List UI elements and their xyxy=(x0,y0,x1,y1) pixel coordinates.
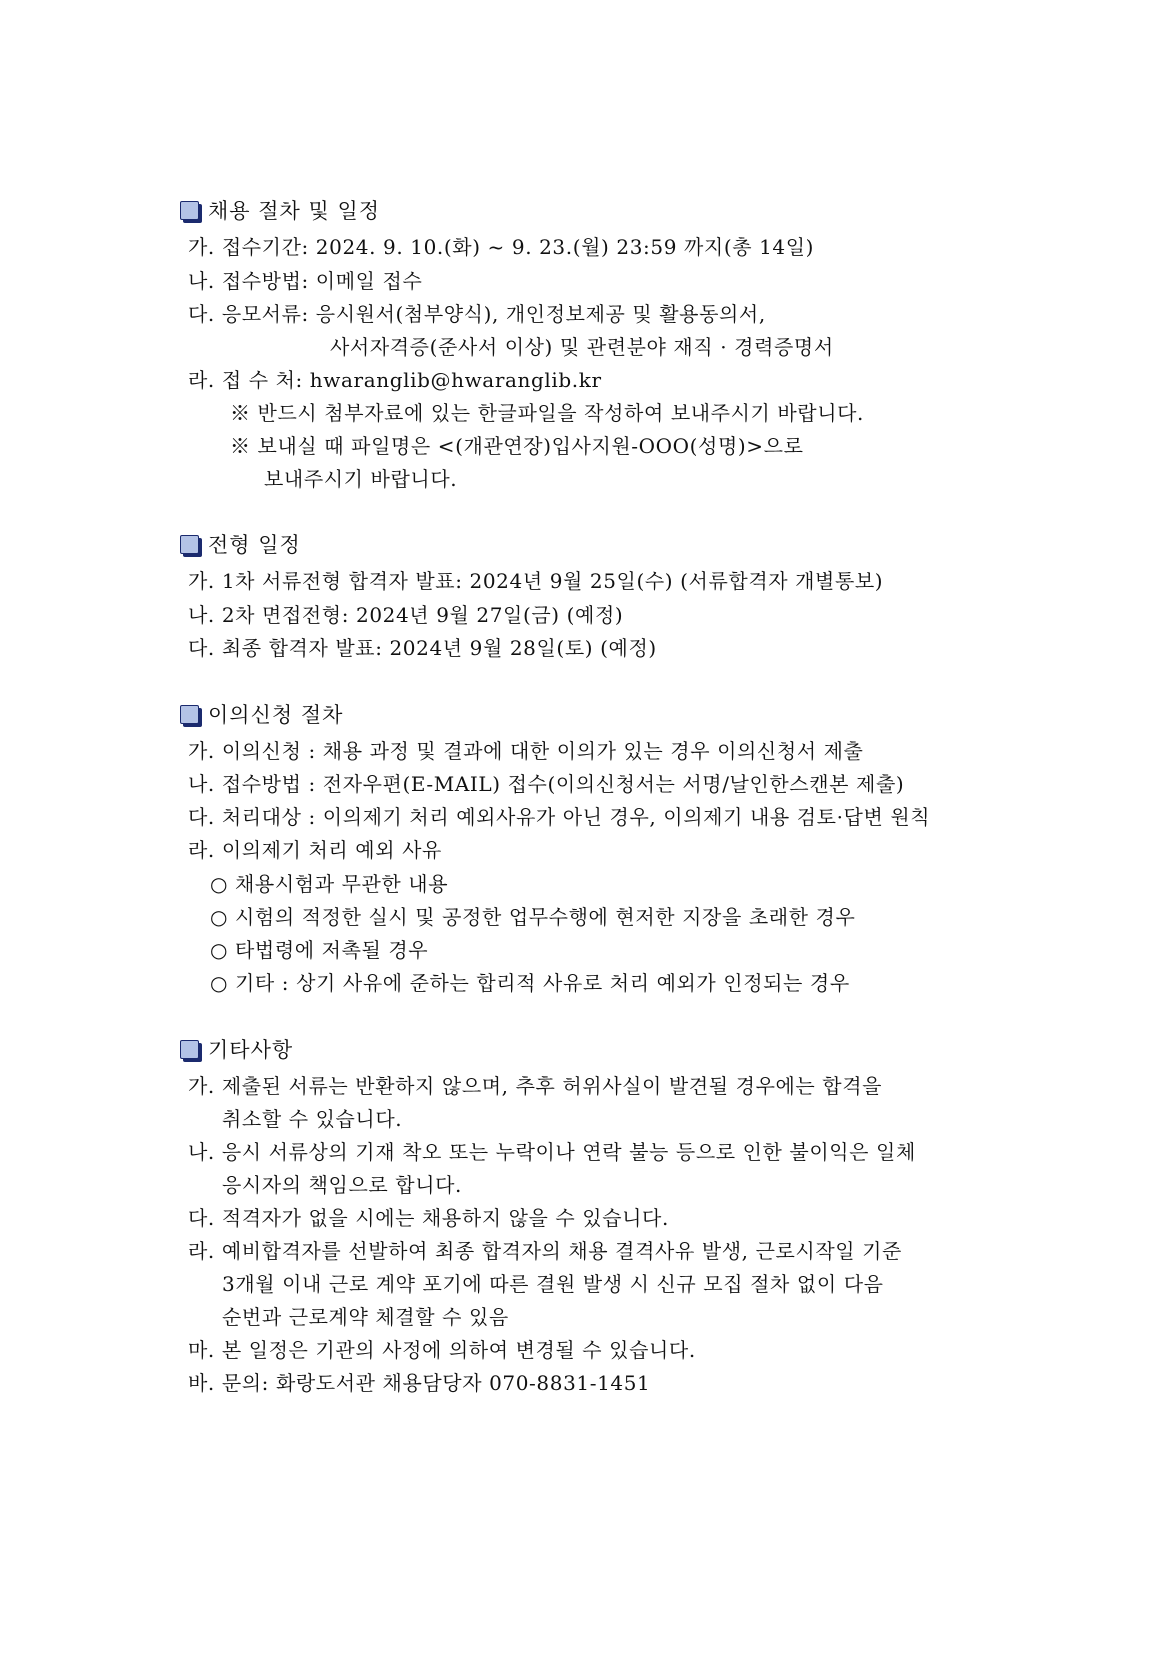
note-item: ※ 보내실 때 파일명은 <(개관연장)입사지원-OOO(성명)>으로 xyxy=(230,434,804,458)
list-item-continuation: 사서자격증(준사서 이상) 및 관련분야 재직 · 경력증명서 xyxy=(330,335,834,359)
list-item: 나. 2차 면접전형: 2024년 9월 27일(금) (예정) xyxy=(188,603,624,627)
circle-bullet-item: ○ 타법령에 저촉될 경우 xyxy=(210,938,429,962)
note-item-continuation: 보내주시기 바랍니다. xyxy=(264,467,458,491)
list-item-continuation: 응시자의 책임으로 합니다. xyxy=(222,1173,462,1197)
circle-bullet-item: ○ 채용시험과 무관한 내용 xyxy=(210,872,449,896)
list-item-continuation: 3개월 이내 근로 계약 포기에 따른 결원 발생 시 신규 모집 절차 없이 다음 xyxy=(222,1272,884,1296)
list-item: 가. 제출된 서류는 반환하지 않으며, 추후 허위사실이 발견될 경우에는 합격을 xyxy=(188,1074,883,1098)
section-heading-objection-procedure xyxy=(180,697,343,731)
note-item: ※ 반드시 첨부자료에 있는 한글파일을 작성하여 보내주시기 바랍니다. xyxy=(230,401,865,425)
list-item: 다. 처리대상 : 이의제기 처리 예외사유가 아닌 경우, 이의제기 내용 검토·답변 원칙 xyxy=(188,805,931,829)
list-item-continuation: 취소할 수 있습니다. xyxy=(222,1107,403,1131)
section-title: 채용 절차 및 일정 xyxy=(208,199,381,223)
list-item: 라. 이의제기 처리 예외 사유 xyxy=(188,838,442,862)
circle-bullet-item: ○ 기타 : 상기 사유에 준하는 합리적 사유로 처리 예외가 인정되는 경우 xyxy=(210,971,850,995)
section-title: 기타사항 xyxy=(208,1038,294,1062)
section-title: 이의신청 절차 xyxy=(208,703,344,727)
contact-line: 바. 문의: 화랑도서관 채용담당자 070-8831-1451 xyxy=(188,1371,651,1395)
list-item: 나. 응시 서류상의 기재 착오 또는 누락이나 연락 불능 등으로 인한 불이익은 일체 xyxy=(188,1140,916,1164)
list-item: 나. 접수방법: 이메일 접수 xyxy=(188,269,423,293)
list-item: 다. 최종 합격자 발표: 2024년 9월 28일(토) (예정) xyxy=(188,636,657,660)
list-item: 나. 접수방법 : 전자우편(E-MAIL) 접수(이의신청서는 서명/날인한스캔본 제출) xyxy=(188,772,905,796)
list-item: 라. 접 수 처: hwaranglib@hwaranglib.kr xyxy=(188,368,602,392)
list-item: 가. 1차 서류전형 합격자 발표: 2024년 9월 25일(수) (서류합격자 개별통보) xyxy=(188,569,884,593)
square-bullet-icon xyxy=(180,705,199,724)
square-bullet-icon xyxy=(180,201,199,220)
list-item: 다. 응모서류: 응시원서(첨부양식), 개인정보제공 및 활용동의서, xyxy=(188,302,766,326)
circle-bullet-item: ○ 시험의 적정한 실시 및 공정한 업무수행에 현저한 지장을 초래한 경우 xyxy=(210,905,856,929)
list-item: 마. 본 일정은 기관의 사정에 의하여 변경될 수 있습니다. xyxy=(188,1338,696,1362)
list-item: 라. 예비합격자를 선발하여 최종 합격자의 채용 결격사유 발생, 근로시작일 기준 xyxy=(188,1239,902,1263)
section-heading-selection-schedule xyxy=(180,527,301,561)
section-heading-other-matters xyxy=(180,1032,293,1066)
list-item: 가. 이의신청 : 채용 과정 및 결과에 대한 이의가 있는 경우 이의신청서 제출 xyxy=(188,739,864,763)
section-heading-recruitment-schedule xyxy=(180,193,380,227)
square-bullet-icon xyxy=(180,1040,199,1059)
section-title: 전형 일정 xyxy=(208,533,301,557)
list-item: 가. 접수기간: 2024. 9. 10.(화) ~ 9. 23.(월) 23:59 까지(총 14일) xyxy=(188,235,815,259)
list-item-continuation: 순번과 근로계약 체결할 수 있음 xyxy=(222,1305,509,1329)
list-item: 다. 적격자가 없을 시에는 채용하지 않을 수 있습니다. xyxy=(188,1206,669,1230)
square-bullet-icon xyxy=(180,535,199,554)
